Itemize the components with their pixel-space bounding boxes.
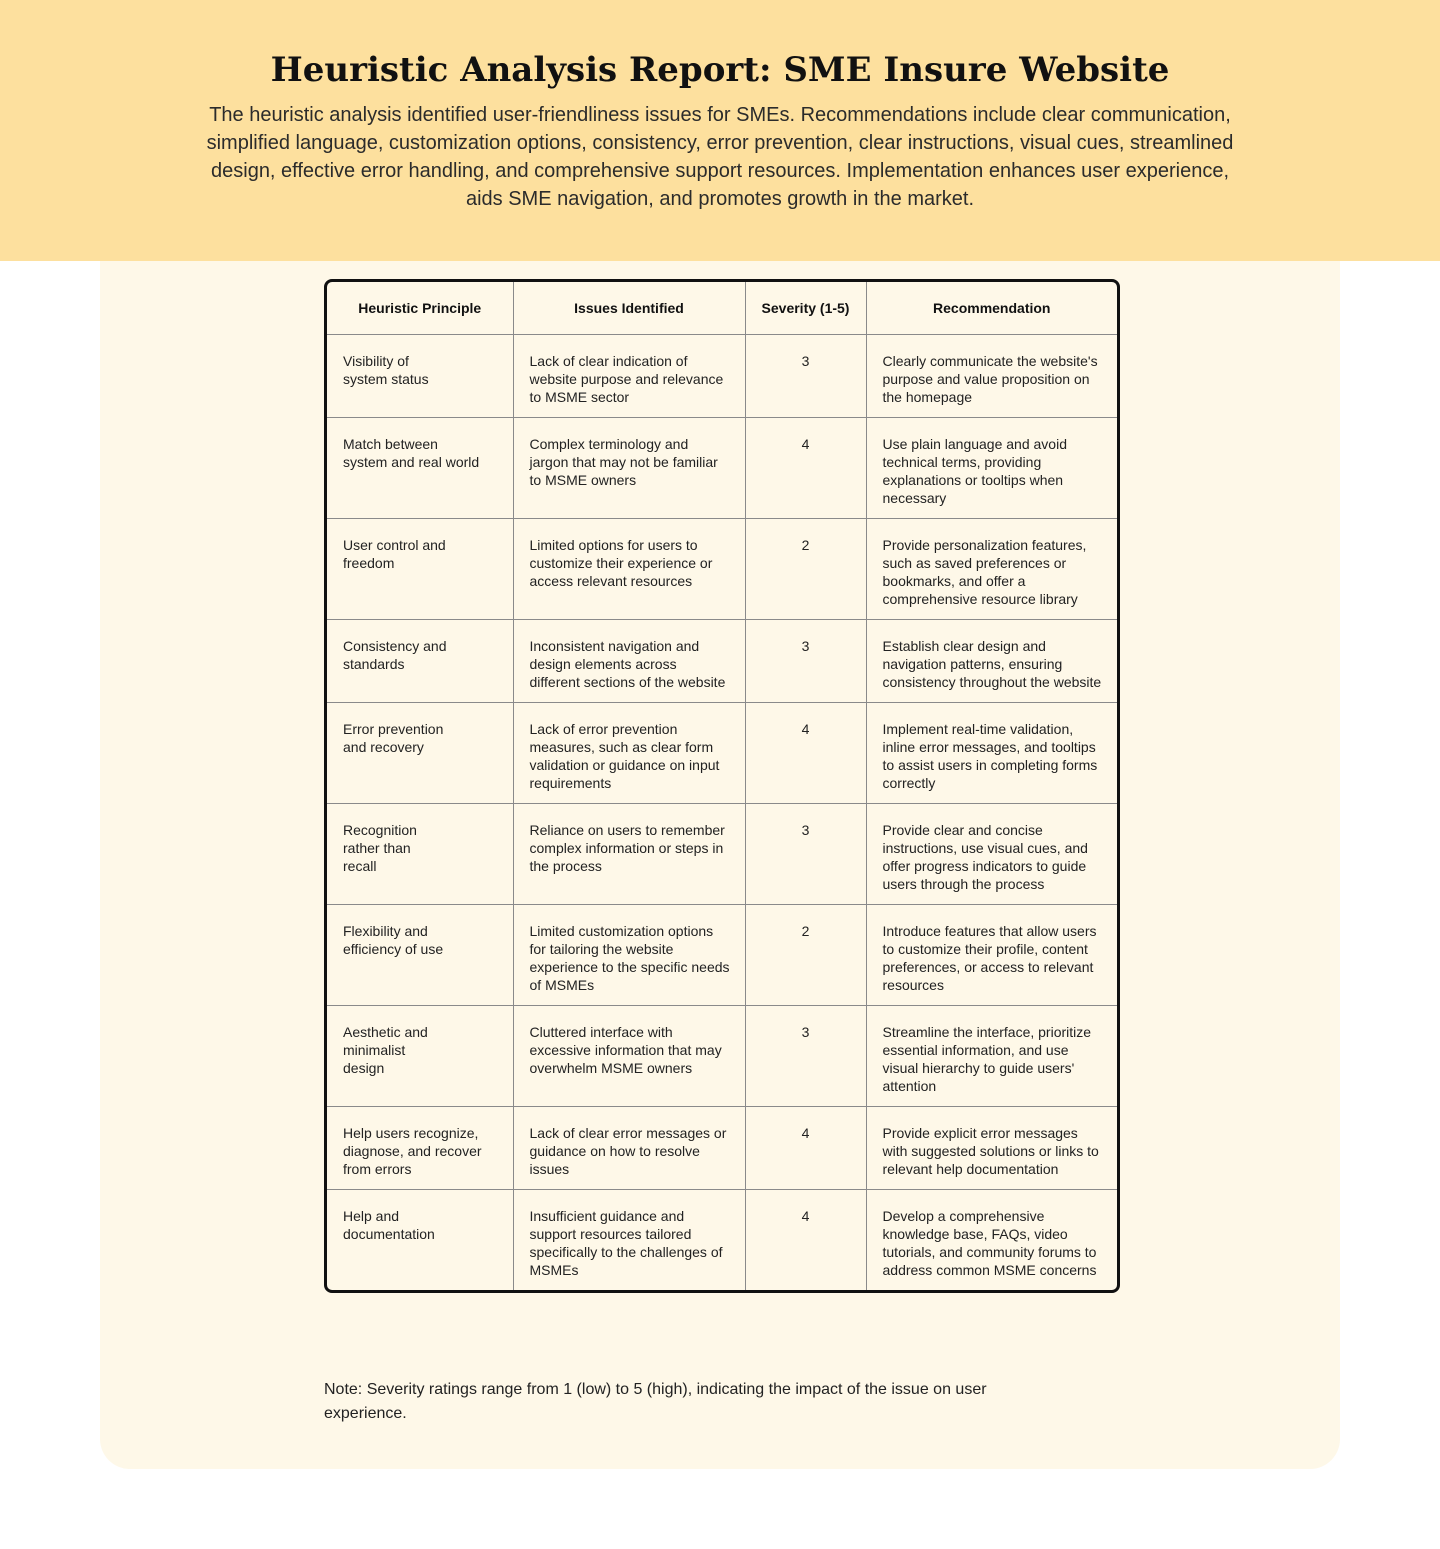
table-row: [327, 703, 1117, 804]
column-header-principle: Heuristic Principle: [327, 282, 513, 335]
table-row: [327, 335, 1117, 418]
page-title: Heuristic Analysis Report: SME Insure Website: [270, 50, 1170, 90]
table-row: [327, 620, 1117, 703]
cell-severity: 3: [745, 1006, 866, 1107]
cell-issue: Complex terminology and jargon that may not be familiar to MSME owners: [513, 418, 745, 519]
table-row: [327, 1006, 1117, 1107]
cell-severity: 3: [745, 804, 866, 905]
cell-issue: Insufficient guidance and support resources tailored specifically to the challenges of MSMEs: [513, 1190, 745, 1291]
cell-recommendation: Streamline the interface, prioritize essential information, and use visual hierarchy to guide users' attention: [866, 1006, 1117, 1107]
cell-severity: 2: [745, 905, 866, 1006]
cell-principle: Recognition rather than recall: [327, 804, 513, 905]
cell-severity: 3: [745, 620, 866, 703]
cell-recommendation: Provide clear and concise instructions, use visual cues, and offer progress indicators to guide users through the process: [866, 804, 1117, 905]
cell-recommendation: Provide explicit error messages with suggested solutions or links to relevant help documentation: [866, 1107, 1117, 1190]
cell-issue: Limited options for users to customize their experience or access relevant resources: [513, 519, 745, 620]
cell-severity: 4: [745, 1107, 866, 1190]
column-header-recommendation: Recommendation: [866, 282, 1117, 335]
table-row: [327, 519, 1117, 620]
cell-principle: Visibility of system status: [327, 335, 513, 418]
table-row: [327, 1107, 1117, 1190]
cell-recommendation: Introduce features that allow users to customize their profile, content preferences, or access to relevant resources: [866, 905, 1117, 1006]
cell-principle: Consistency and standards: [327, 620, 513, 703]
cell-issue: Limited customization options for tailoring the website experience to the specific needs of MSMEs: [513, 905, 745, 1006]
cell-severity: 4: [745, 1190, 866, 1291]
cell-recommendation: Provide personalization features, such as saved preferences or bookmarks, and offer a comprehensive resource library: [866, 519, 1117, 620]
cell-severity: 2: [745, 519, 866, 620]
cell-severity: 3: [745, 335, 866, 418]
cell-principle: Match between system and real world: [327, 418, 513, 519]
report-card: [100, 261, 1340, 1469]
report-header: [0, 0, 1440, 261]
cell-recommendation: Clearly communicate the website's purpose and value proposition on the homepage: [866, 335, 1117, 418]
cell-recommendation: Implement real-time validation, inline error messages, and tooltips to assist users in completing forms correctly: [866, 703, 1117, 804]
cell-principle: Error prevention and recovery: [327, 703, 513, 804]
cell-issue: Lack of clear indication of website purpose and relevance to MSME sector: [513, 335, 745, 418]
cell-recommendation: Use plain language and avoid technical terms, providing explanations or tooltips when necessary: [866, 418, 1117, 519]
column-header-severity: Severity (1-5): [745, 282, 866, 335]
cell-issue: Reliance on users to remember complex information or steps in the process: [513, 804, 745, 905]
cell-recommendation: Develop a comprehensive knowledge base, FAQs, video tutorials, and community forums to address common MSME concerns: [882, 1208, 1097, 1278]
table-row: [327, 804, 1117, 905]
table-row: [327, 418, 1117, 519]
cell-principle: User control and freedom: [327, 519, 513, 620]
table-header-row: [327, 282, 1117, 335]
heuristic-table: [327, 282, 1117, 1290]
cell-principle: Help users recognize, diagnose, and recover from errors: [327, 1107, 513, 1190]
heuristic-table-frame: [324, 279, 1120, 1293]
cell-severity: 4: [745, 418, 866, 519]
table-row: [327, 905, 1117, 1006]
cell-principle: Aesthetic and minimalist design: [327, 1006, 513, 1107]
severity-note: Note: Severity ratings range from 1 (low) to 5 (high), indicating the impact of the issue on user experience.: [324, 1381, 987, 1422]
cell-issue: Cluttered interface with excessive information that may overwhelm MSME owners: [513, 1006, 745, 1107]
report-summary: The heuristic analysis identified user-friendliness issues for SMEs. Recommendations include clear communication, simplified language, customization options, consistency, error prevention, clear instructions, visual cues, streamlined design, effective error handling, and comprehensive support resources. Implementation enhances user experience, aids SME navigation, and promotes growth in the market.: [206, 104, 1234, 210]
table-row: [327, 1190, 1117, 1291]
column-header-issues: Issues Identified: [513, 282, 745, 335]
cell-issue: Inconsistent navigation and design elements across different sections of the website: [513, 620, 745, 703]
cell-principle: Flexibility and efficiency of use: [327, 905, 513, 1006]
cell-severity: 4: [745, 703, 866, 804]
cell-issue: Lack of clear error messages or guidance on how to resolve issues: [513, 1107, 745, 1190]
cell-recommendation: Establish clear design and navigation patterns, ensuring consistency throughout the website: [866, 620, 1117, 703]
cell-principle: Help and documentation: [327, 1190, 513, 1291]
cell-issue: Lack of error prevention measures, such as clear form validation or guidance on input requirements: [513, 703, 745, 804]
